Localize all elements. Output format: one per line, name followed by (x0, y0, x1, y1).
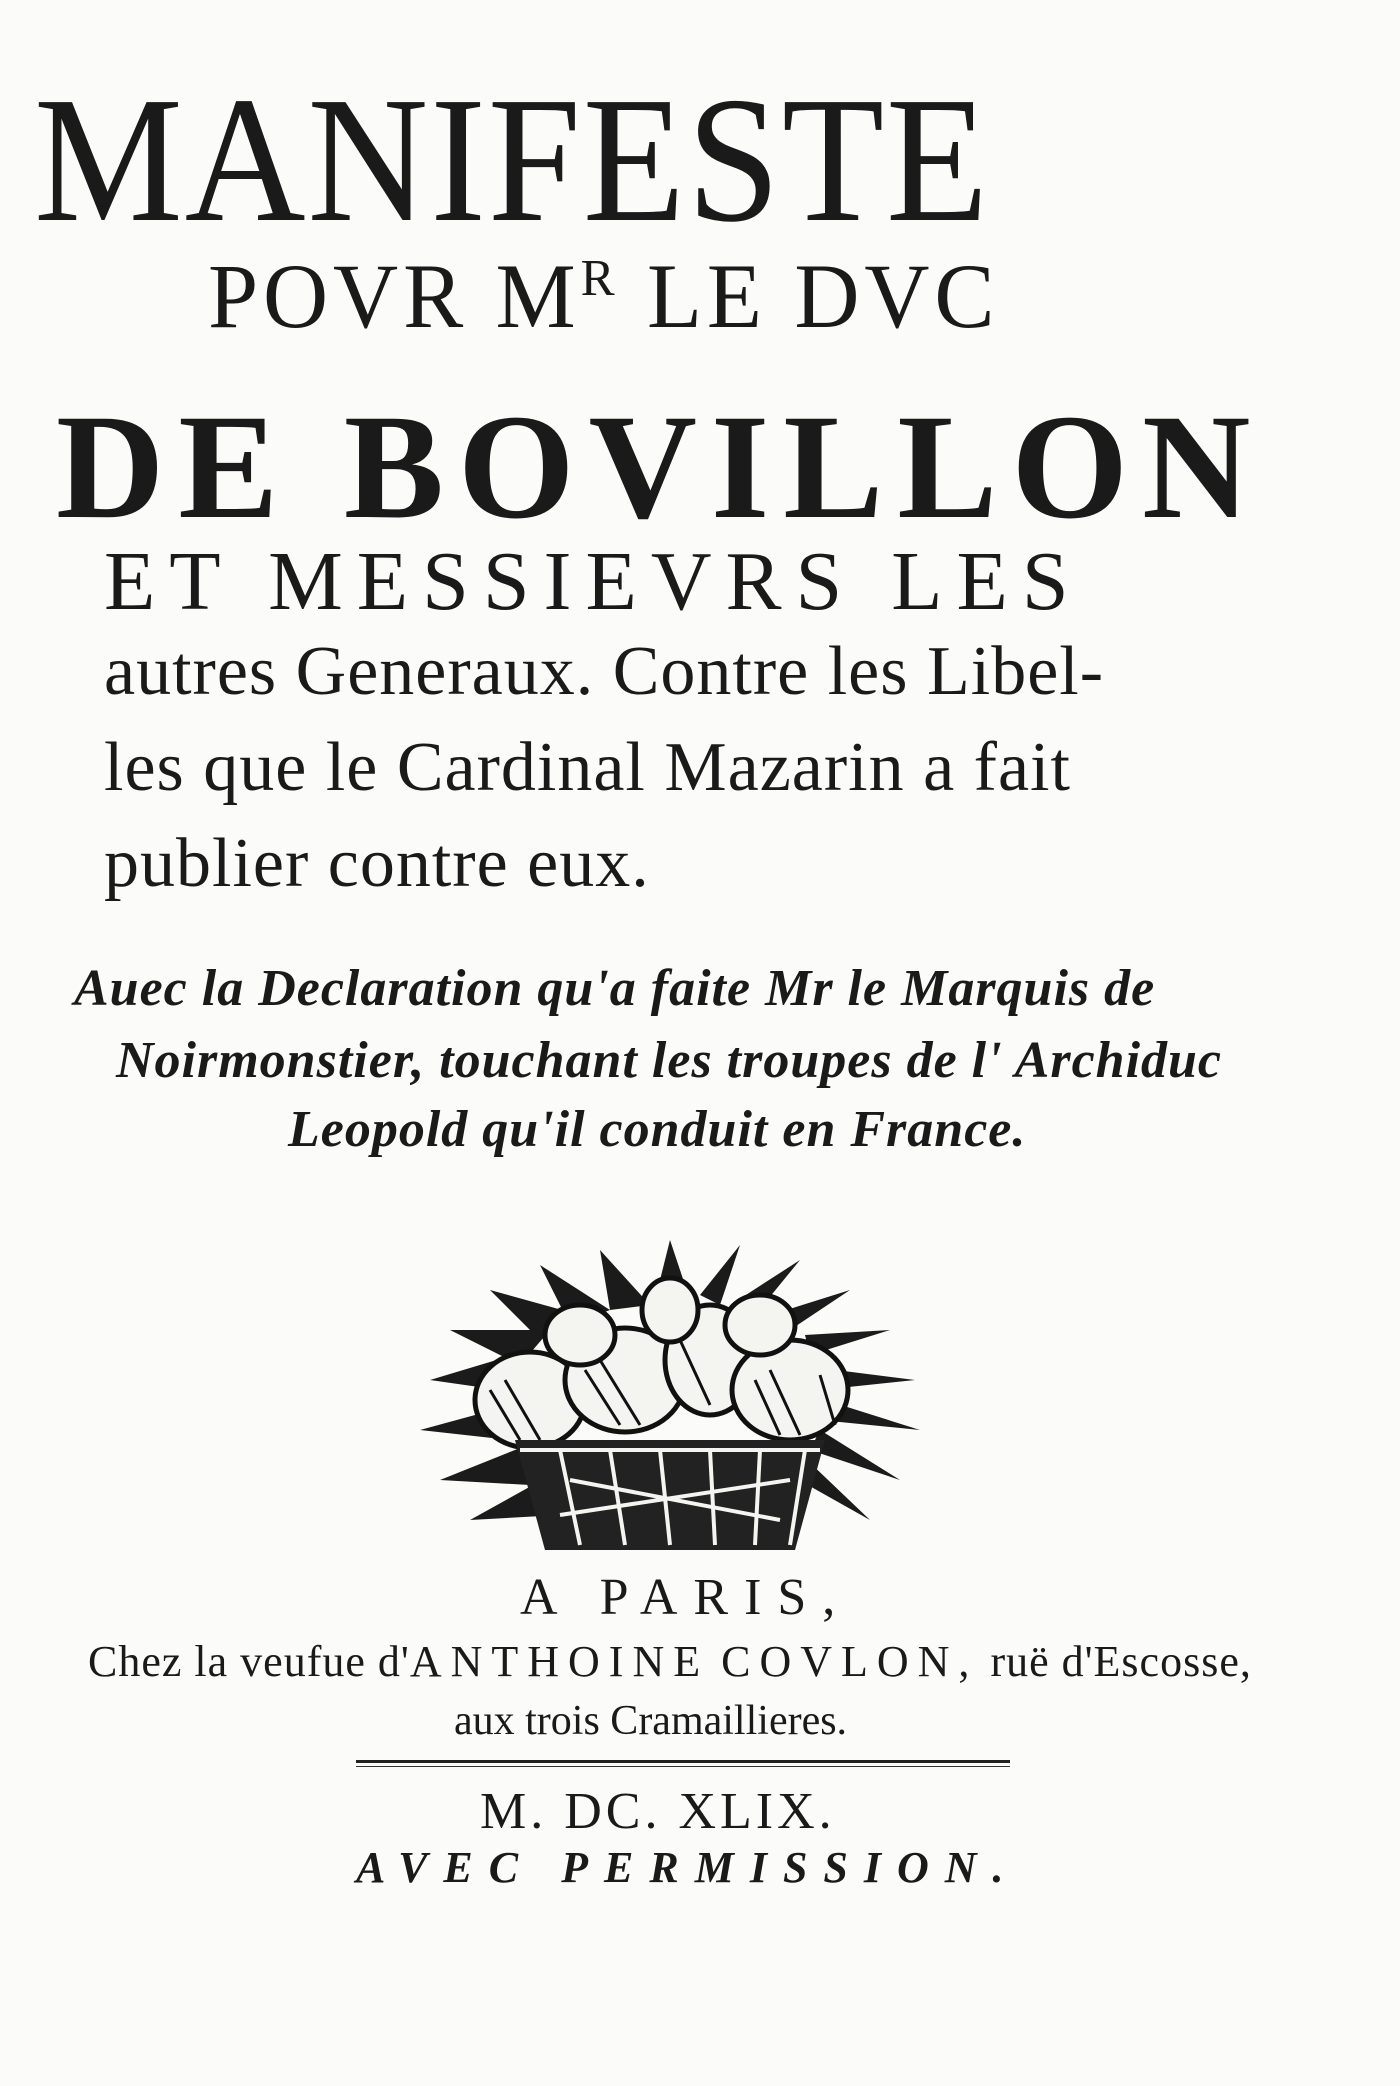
italic-line-1: Auec la Declaration qu'a faite Mr le Marquis de (74, 960, 1156, 1017)
imprint-city: A PARIS, (520, 1569, 852, 1626)
imprint-sign: aux trois Cramaillieres. (454, 1698, 848, 1744)
fruit-basket-woodcut-icon (410, 1240, 930, 1560)
divider-rule (356, 1760, 1010, 1763)
imprint-chez-prefix: Chez la veufue d' (88, 1637, 410, 1686)
subtitle-messieurs: ET MESSIEVRS LES (104, 535, 1083, 628)
body-line-2: les que le Cardinal Mazarin a fait (104, 729, 1071, 806)
divider-rule-thin (356, 1766, 1010, 1767)
subtitle-pour-le-duc (208, 245, 1000, 347)
imprint-permission: AVEC PERMISSION. (356, 1843, 1020, 1892)
imprint-date: M. DC. XLIX. (480, 1783, 836, 1840)
body-line-1: autres Generaux. Contre les Libel- (104, 633, 1105, 710)
italic-line-2: Noirmonstier, touchant les troupes de l' Archiduc (116, 1032, 1223, 1089)
main-title: MANIFESTE (34, 60, 991, 259)
subtitle-bouillon: DE BOVILLON (56, 384, 1265, 550)
subtitle-pour-prefix: POVR M (208, 245, 581, 347)
subtitle-superscript: R (580, 250, 620, 307)
imprint-printer-line (88, 1637, 1252, 1686)
imprint-printer-first: ANTHOINE (409, 1637, 710, 1686)
italic-line-3: Leopold qu'il conduit en France. (288, 1101, 1027, 1158)
body-line-3: publier contre eux. (104, 825, 650, 902)
subtitle-pour-suffix: LE DVC (619, 245, 1000, 347)
imprint-printer-last: COVLON, (721, 1637, 979, 1686)
imprint-chez-suffix: ruë d'Escosse, (978, 1637, 1252, 1686)
